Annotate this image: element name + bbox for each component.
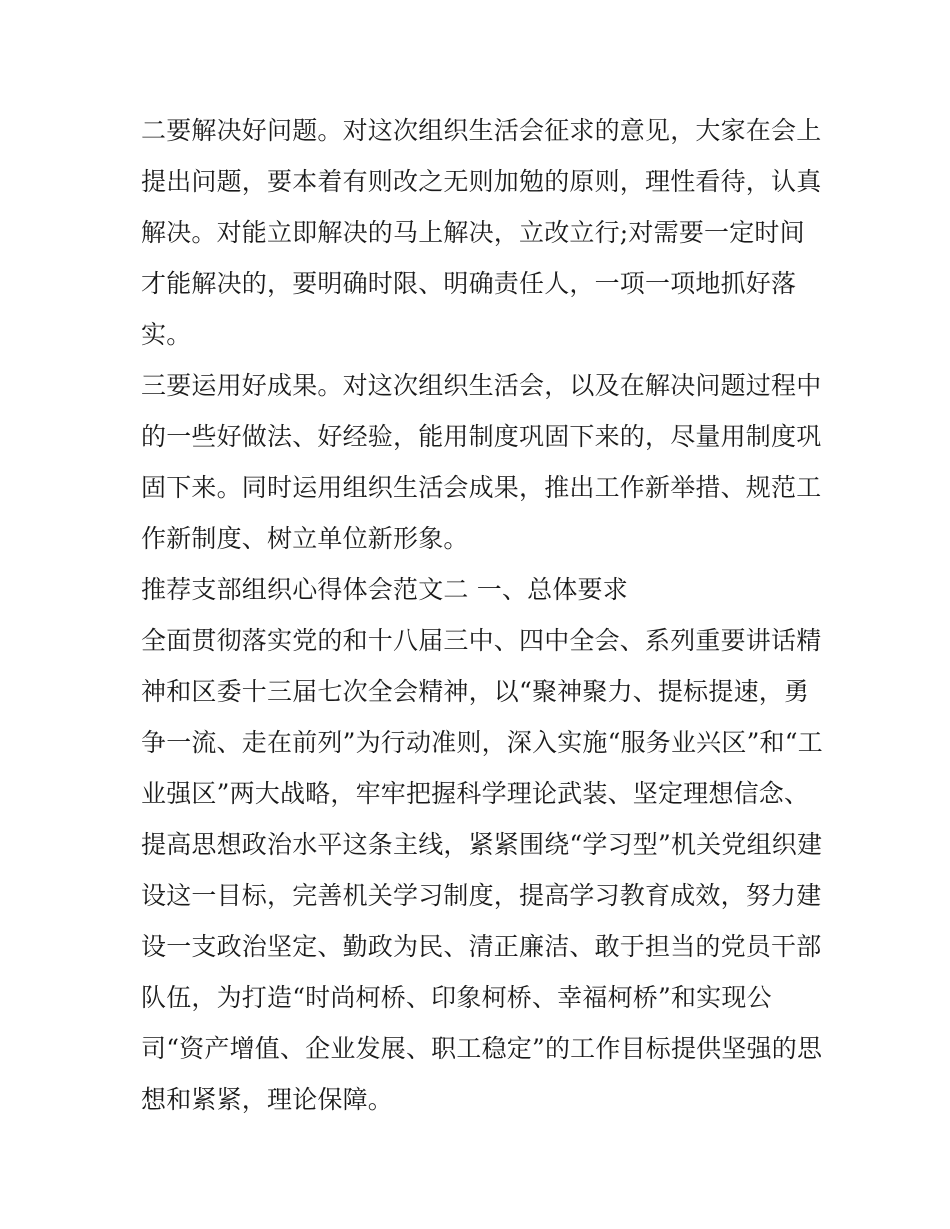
text-line: 的一些好做法、好经验，能用制度巩固下来的，尽量用制度巩	[141, 422, 822, 451]
text-line: 作新制度、树立单位新形象。	[141, 524, 469, 553]
text-line: 实。	[141, 320, 192, 349]
text-line: 设一支政治坚定、勤政为民、清正廉洁、敢于担当的党员干部	[141, 932, 822, 961]
document-body	[141, 105, 821, 1125]
text-line: 队伍，为打造“时尚柯桥、印象柯桥、幸福柯桥”和实现公	[141, 983, 772, 1012]
text-line: 设这一目标，完善机关学习制度，提高学习教育成效，努力建	[141, 881, 822, 910]
text-line: 全面贯彻落实党的和十八届三中、四中全会、系列重要讲话精	[141, 626, 822, 655]
text-line: 二要解决好问题。对这次组织生活会征求的意见，大家在会上	[141, 116, 822, 145]
text-line: 想和紧紧，理论保障。	[141, 1085, 394, 1114]
text-line: 业强区”两大战略，牢牢把握科学理论武装、坚定理想信念、	[141, 779, 810, 808]
text-line: 神和区委十三届七次全会精神，以“聚神聚力、提标提速，勇	[141, 677, 810, 706]
text-line: 提出问题，要本着有则改之无则加勉的原则，理性看待，认真	[141, 167, 822, 196]
text-line: 三要运用好成果。对这次组织生活会，以及在解决问题过程中	[141, 371, 822, 400]
text-line: 争一流、走在前列”为行动准则，深入实施“服务业兴区”和“工	[141, 728, 823, 757]
text-line: 提高思想政治水平这条主线，紧紧围绕“学习型”机关党组织建	[141, 830, 823, 859]
text-line: 才能解决的，要明确时限、明确责任人，一项一项地抓好落	[141, 269, 797, 298]
text-line: 司“资产增值、企业发展、职工稳定”的工作目标提供坚强的思	[141, 1034, 823, 1063]
text-line: 固下来。同时运用组织生活会成果，推出工作新举措、规范工	[141, 473, 822, 502]
text-line: 解决。对能立即解决的马上解决，立改立行;对需要一定时间	[141, 218, 805, 247]
section-heading-line: 推荐支部组织心得体会范文二 一、总体要求	[141, 575, 628, 604]
